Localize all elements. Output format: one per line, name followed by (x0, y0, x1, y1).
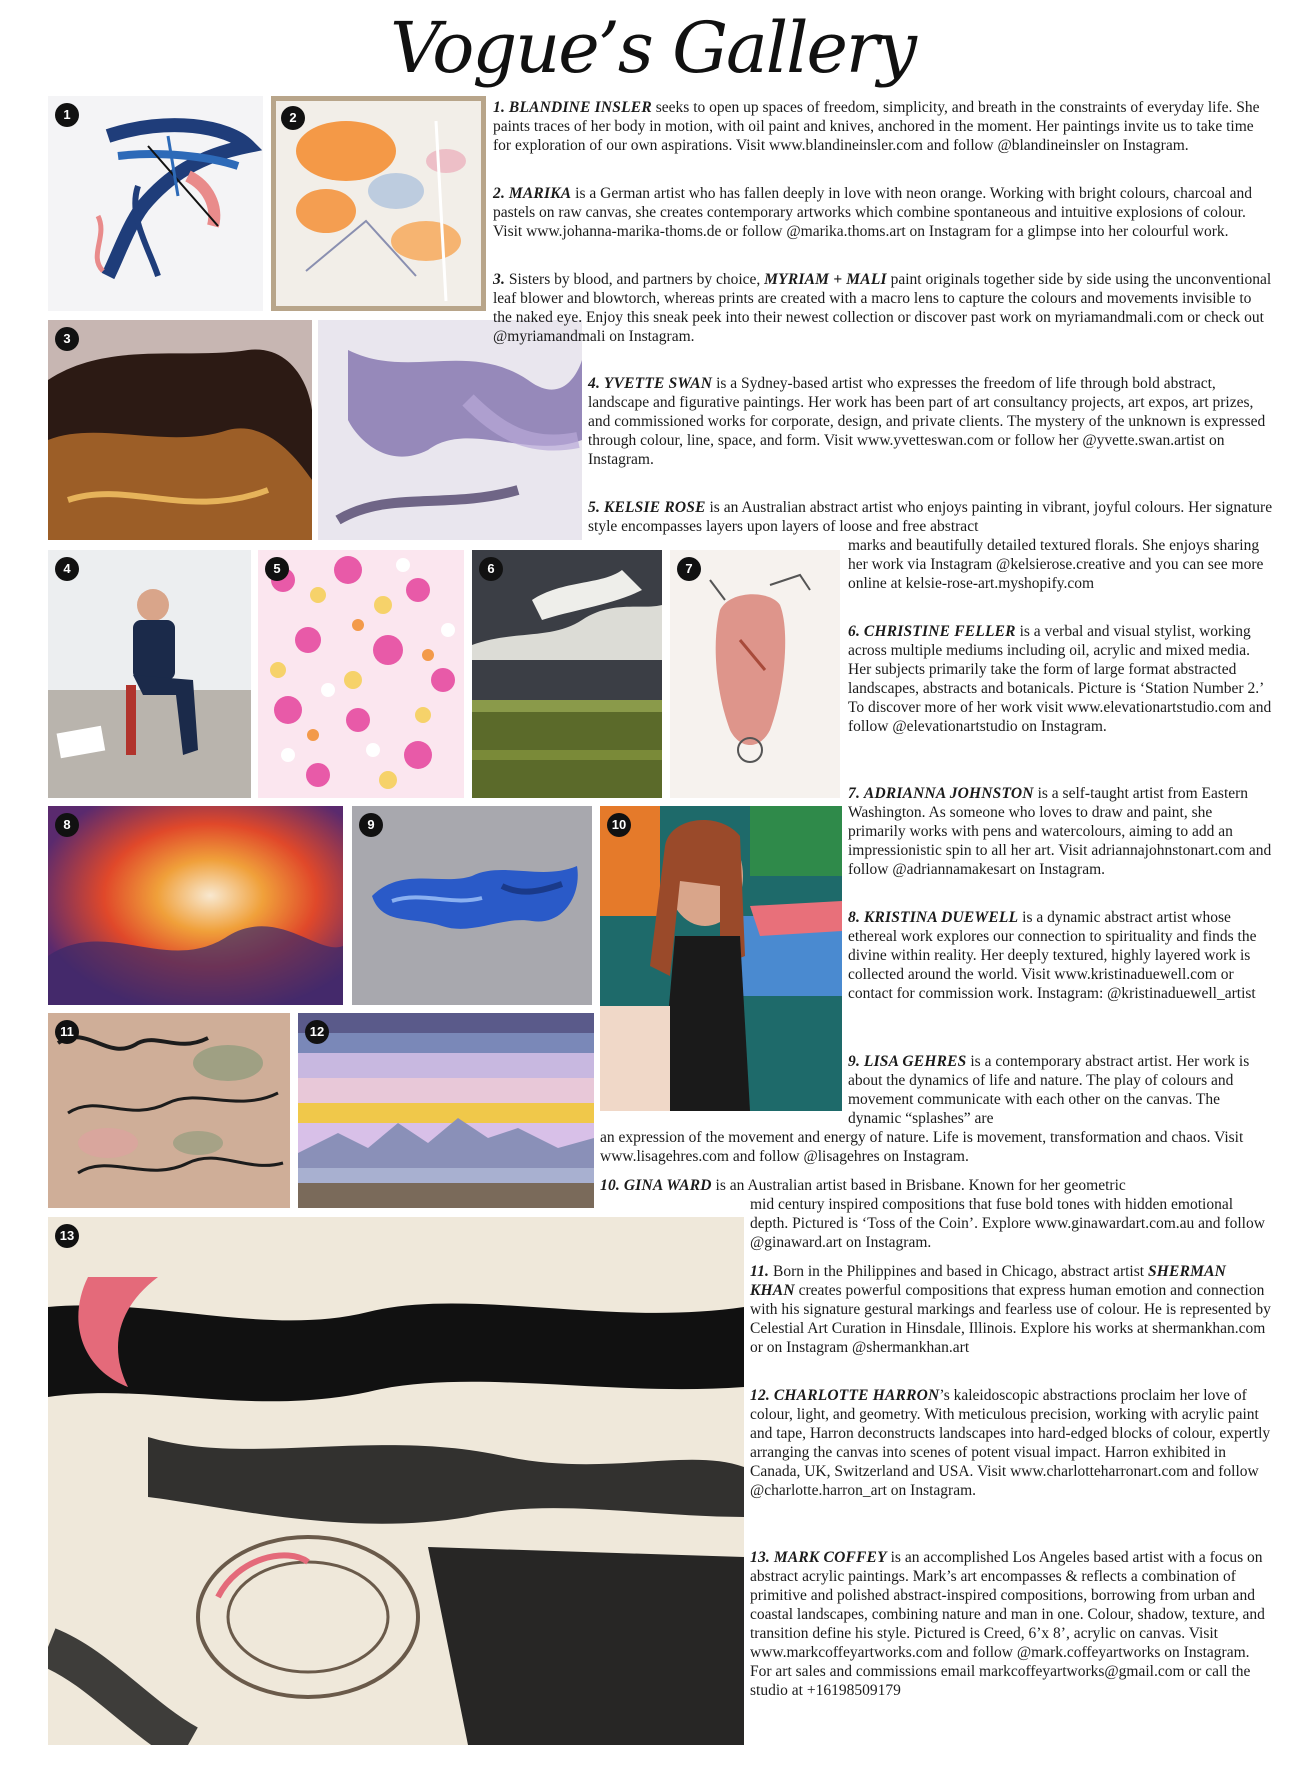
entry-9 (848, 1052, 1273, 1128)
artwork-number-badge: 5 (265, 557, 289, 581)
entry-text: is an accomplished Los Angeles based artist with a focus on abstract acrylic paintings. Mark’s art encompasses & reflects a combination of primitive and polished abstract-inspired compositions, borrowing from urban and coastal landscapes, combining nature and man in one. Colour, shadow, texture, and transition define his style. Pictured is Creed, 6’x 8’, acrylic on canvas. Visit www.markcoffeyartworks.com and follow @mark.coffeyartworks on Instagram. For art sales and commissions email markcoffeyartworks@gmail.com or call the studio at +16198509179 (750, 1549, 1265, 1699)
entry-text: an expression of the movement and energy of nature. Life is movement, transformation and chaos. Visit www.lisagehres.com and follow @lisagehres on Instagram. (600, 1129, 1244, 1165)
page-title: Vogue’s Gallery (390, 7, 915, 89)
entry-number: 13. (750, 1549, 770, 1566)
artwork-number-badge: 2 (281, 106, 305, 130)
artwork-2 (271, 96, 486, 311)
artist-name: BLANDINE INSLER (508, 99, 652, 116)
entry-number: 7. (848, 785, 861, 802)
artwork-13 (48, 1217, 744, 1745)
entry-text: seeks to open up spaces of freedom, simplicity, and breath in the constraints of everyday life. She paints traces of her body in motion, with oil paint and knives, anchored in the moment. Her paintings invite us to take time for exploration of our own aspirations. Visit www.blandineinsler.com and follow @blandineinsler on Instagram. (493, 99, 1260, 154)
entry-number: 3. (493, 271, 506, 288)
artwork-10 (600, 806, 842, 1111)
artist-name: MARK COFFEY (773, 1549, 887, 1566)
artwork-11-image (48, 1013, 290, 1208)
artwork-12 (298, 1013, 594, 1208)
entry-5 (588, 498, 1273, 536)
artwork-7-image (670, 550, 840, 798)
artwork-number-badge: 3 (55, 327, 79, 351)
entry-8 (848, 908, 1273, 1003)
entry-9-continued (600, 1128, 1273, 1166)
entry-13 (750, 1548, 1273, 1700)
artwork-4-image (48, 550, 251, 798)
artwork-number-badge: 10 (607, 813, 631, 837)
entry-number: 12. (750, 1387, 770, 1404)
artist-name: CHRISTINE FELLER (863, 623, 1016, 640)
artwork-10-image (600, 806, 842, 1111)
artwork-3 (48, 320, 582, 540)
entry-5-continued (848, 536, 1273, 593)
entry-text: paint originals together side by side using the unconventional leaf blower and blowtorch, whereas prints are created with a macro lens to capture the colours and movements invisible to the naked eye. Enjoy this sneak peek into their newest collection or discover past work on myriamandmali.com or check out @myriamandmali on Instagram. (493, 271, 1272, 345)
entry-text: is a self-taught artist from Eastern Washington. As someone who loves to draw and paint, she primarily works with pens and watercolours, aiming to add an impressionistic spin to all her art. Visit adriannajohnstonart.com and follow @adriannamakesart on Instagram. (848, 785, 1272, 878)
artwork-2-image (276, 101, 481, 306)
artwork-5 (258, 550, 464, 798)
entry-4 (588, 374, 1273, 469)
entry-text: is an Australian abstract artist who enjoys painting in vibrant, joyful colours. Her signature style encompasses layers upon layers of loose and free abstract (588, 499, 1273, 535)
artist-name: ADRIANNA JOHNSTON (863, 785, 1034, 802)
artwork-number-badge: 6 (479, 557, 503, 581)
artwork-5-image (258, 550, 464, 798)
artist-name: SHERMAN KHAN (750, 1263, 1227, 1299)
artwork-number-badge: 7 (677, 557, 701, 581)
entry-number: 8. (848, 909, 861, 926)
artwork-3-image (48, 320, 582, 540)
entry-10-continued (750, 1195, 1273, 1252)
entry-text: is a verbal and visual stylist, working across multiple mediums including oil, acrylic and mixed media. Her subjects primarily take the form of large format abstracted landscapes, abstracts and botanicals. Picture is ‘Station Number 2.’ To discover more of her work visit www.elevationartstudio.com and follow @elevationartstudio on Instagram. (848, 623, 1272, 735)
artist-name: KELSIE ROSE (603, 499, 706, 516)
artwork-number-badge: 12 (305, 1020, 329, 1044)
entry-10 (600, 1176, 1273, 1195)
entry-number: 1. (493, 99, 506, 116)
entry-number: 6. (848, 623, 861, 640)
artwork-4 (48, 550, 251, 798)
entry-text: ’s kaleidoscopic abstractions proclaim her love of colour, light, and geometry. With meticulous precision, working with acrylic paint and tape, Harron deconstructs landscapes into hard-edged blocks of colour, expertly arranging the canvas into scenes of potent visual impact. Harron exhibited in Canada, UK, Switzerland and USA. Visit www.charlotteharronart.com and follow @charlotte.harron_art on Instagram. (750, 1387, 1271, 1499)
entry-number: 11. (750, 1263, 770, 1280)
artist-name: KRISTINA DUEWELL (863, 909, 1019, 926)
entry-text: mid century inspired compositions that fuse bold tones with hidden emotional depth. Pictured is ‘Toss of the Coin’. Explore www.ginawardart.com.au and follow @ginaward.art on Instagram. (750, 1196, 1265, 1251)
entry-11 (750, 1262, 1273, 1357)
entry-text: is a dynamic abstract artist whose ethereal work explores our connection to spirituality and finds the divine within reality. Her deeply textured, highly layered work is collected around the world. Visit www.kristinaduewell.com or contact for commission work. Instagram: @kristinaduewell_artist (848, 909, 1257, 1002)
entry-6 (848, 622, 1273, 736)
entry-3 (493, 270, 1273, 346)
entry-text: is a German artist who has fallen deeply in love with neon orange. Working with bright colours, charcoal and pastels on raw canvas, she creates contemporary artworks which combine spontaneous and intuitive explosions of colour. Visit www.johanna-marika-thoms.de or follow @marika.thoms.art on Instagram for a glimpse into her colourful work. (493, 185, 1252, 240)
artist-name: YVETTE SWAN (603, 375, 713, 392)
artwork-number-badge: 9 (359, 813, 383, 837)
artwork-8-image (48, 806, 343, 1005)
entry-number: 4. (588, 375, 601, 392)
artwork-6-image (472, 550, 662, 798)
artist-name: LISA GEHRES (863, 1053, 967, 1070)
entry-number: 5. (588, 499, 601, 516)
artwork-number-badge: 11 (55, 1020, 79, 1044)
artwork-9 (352, 806, 592, 1005)
artwork-12-image (298, 1013, 594, 1208)
entry-7 (848, 784, 1273, 879)
artwork-13-image (48, 1217, 744, 1745)
artwork-number-badge: 8 (55, 813, 79, 837)
entry-1 (493, 98, 1273, 155)
entry-number: 10. (600, 1177, 620, 1194)
artist-name: MARIKA (508, 185, 572, 202)
artist-name: GINA WARD (623, 1177, 712, 1194)
entry-text: is an Australian artist based in Brisbane. Known for her geometric (711, 1177, 1126, 1194)
entry-text: is a Sydney-based artist who expresses the freedom of life through bold abstract, landscape and figurative paintings. Her work has been part of art consultancy projects, art expos, art prizes, and commissioned works for corporate, design, and private clients. The mystery of the unknown is expressed through colour, line, space, and form. Visit www.yvetteswan.com or follow her @yvette.swan.artist on Instagram. (588, 375, 1266, 468)
artwork-11 (48, 1013, 290, 1208)
entry-number: 9. (848, 1053, 861, 1070)
artwork-number-badge: 13 (55, 1224, 79, 1248)
artwork-1 (48, 96, 263, 311)
entry-lead: Sisters by blood, and partners by choice, (505, 271, 765, 288)
artwork-1-image (48, 96, 263, 311)
artist-name: MYRIAM + MALI (764, 271, 887, 288)
artwork-7 (670, 550, 840, 798)
entry-2 (493, 184, 1273, 241)
artwork-number-badge: 1 (55, 103, 79, 127)
artwork-8 (48, 806, 343, 1005)
entry-text: is a contemporary abstract artist. Her work is about the dynamics of life and nature. The play of colours and movement communicate with each other on the canvas. The dynamic “splashes” are (848, 1053, 1250, 1127)
artist-name: CHARLOTTE HARRON (773, 1387, 940, 1404)
entry-12 (750, 1386, 1273, 1500)
artwork-number-badge: 4 (55, 557, 79, 581)
entry-lead: Born in the Philippines and based in Chicago, abstract artist (769, 1263, 1148, 1280)
artwork-6 (472, 550, 662, 798)
entry-text: creates powerful compositions that express human emotion and connection with his signature gestural markings and fearless use of colour. He is represented by Celestial Art Curation in Hinsdale, Illinois. Explore his works at shermankhan.com or on Instagram @shermankhan.art (750, 1282, 1271, 1356)
entry-number: 2. (493, 185, 506, 202)
entry-text: marks and beautifully detailed textured florals. She enjoys sharing her work via Instagram @kelsierose.creative and you can see more online at kelsie-rose-art.myshopify.com (848, 537, 1264, 592)
artwork-9-image (352, 806, 592, 1005)
